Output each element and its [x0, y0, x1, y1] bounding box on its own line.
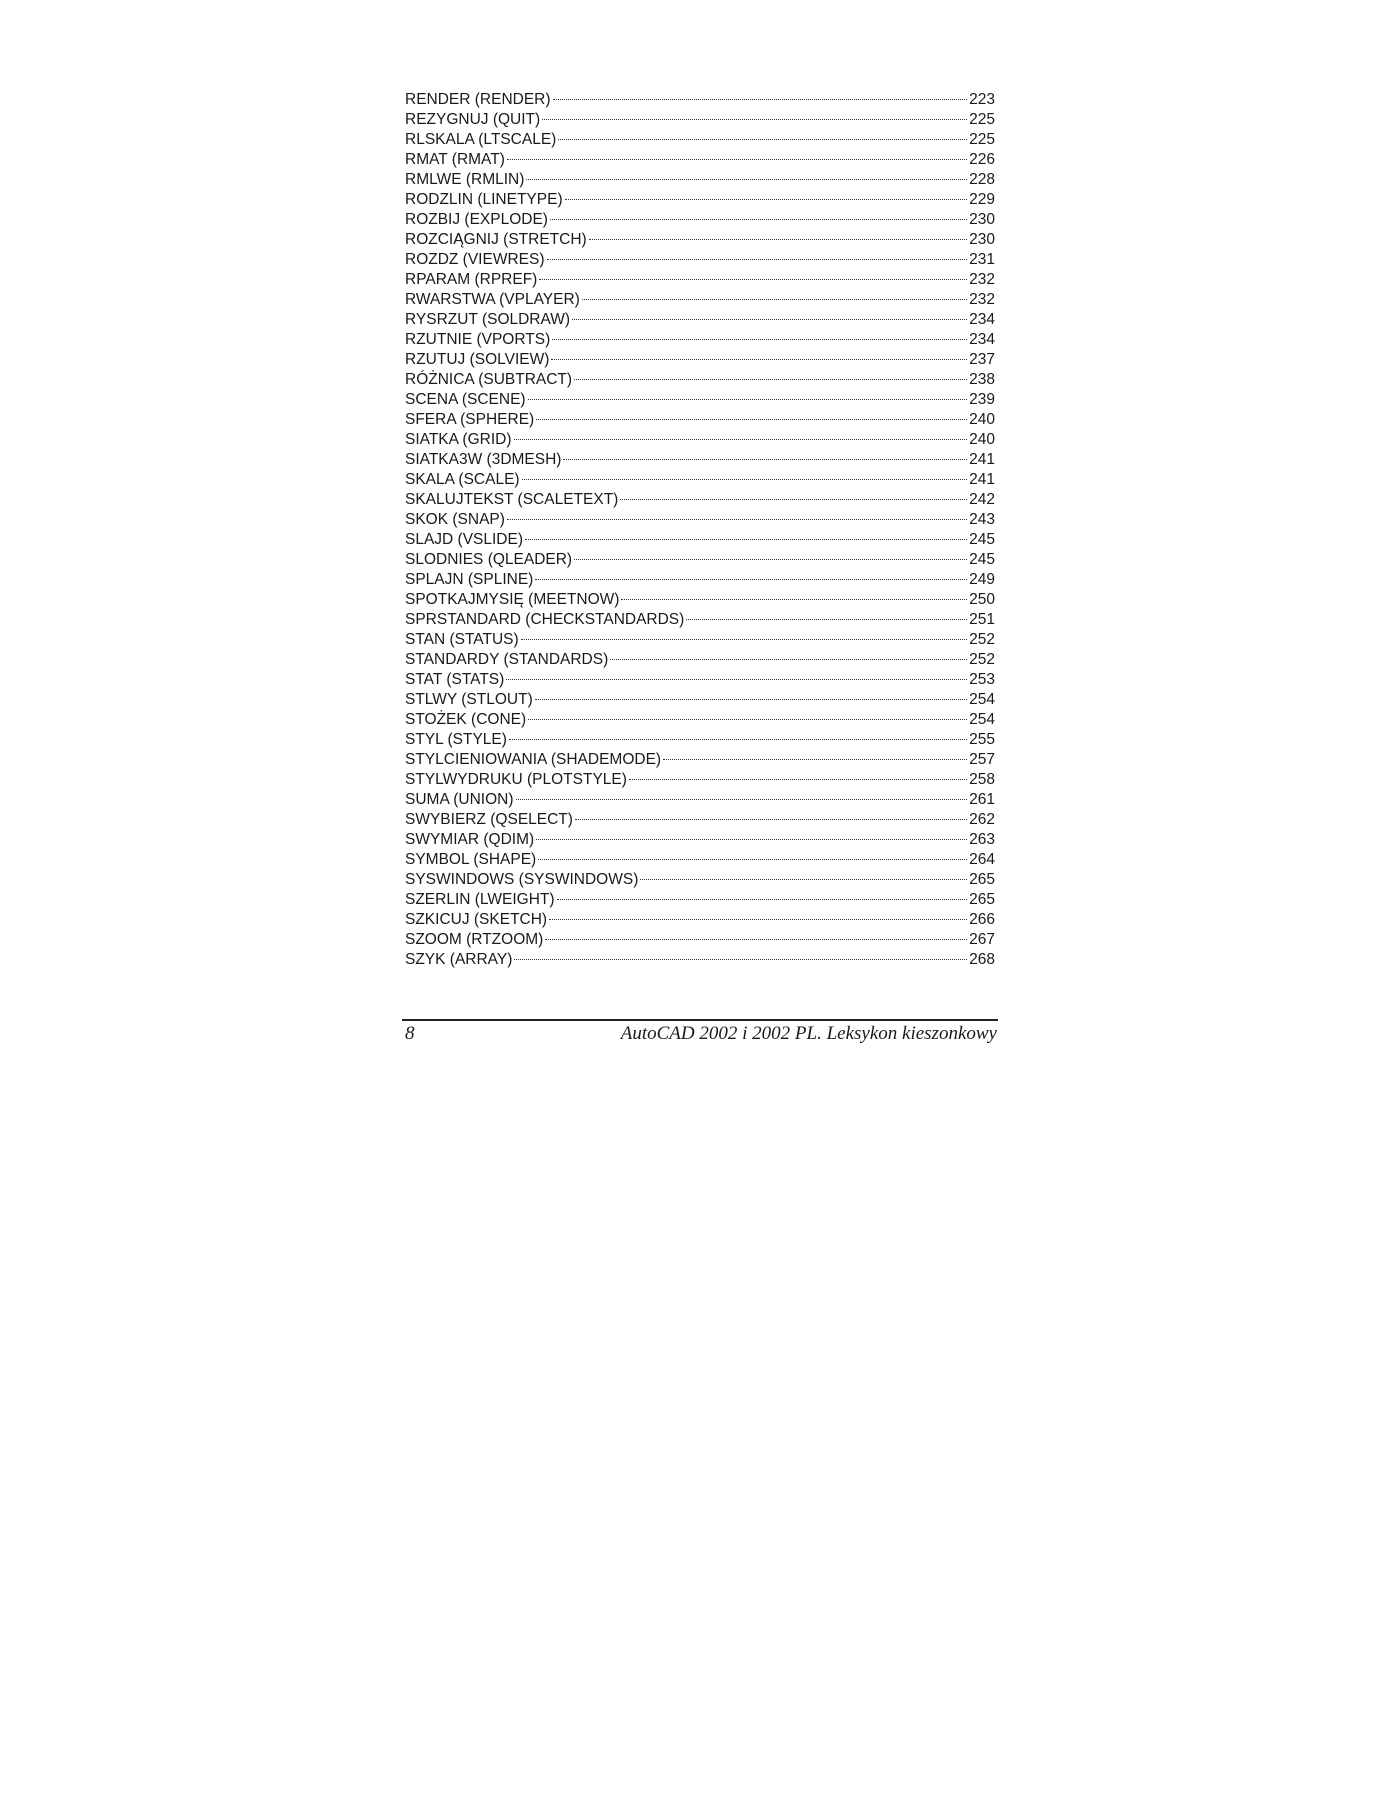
toc-dot-leader — [542, 119, 967, 120]
toc-entry-page: 237 — [969, 351, 995, 368]
toc-entry-label: SCENA (SCENE) — [405, 391, 526, 408]
toc-entry-page: 245 — [969, 531, 995, 548]
toc-entry-page: 251 — [969, 611, 995, 628]
toc-entry-page: 250 — [969, 591, 995, 608]
toc-entry-page: 254 — [969, 711, 995, 728]
toc-entry-page: 230 — [969, 211, 995, 228]
toc-entry-page: 268 — [969, 951, 995, 968]
toc-dot-leader — [557, 899, 968, 900]
toc-entry-page: 241 — [969, 451, 995, 468]
toc-entry-label: STYL (STYLE) — [405, 731, 507, 748]
toc-entry — [405, 830, 995, 850]
toc-dot-leader — [506, 679, 967, 680]
toc-entry-label: RMLWE (RMLIN) — [405, 171, 525, 188]
toc-dot-leader — [538, 859, 967, 860]
toc-entry-label: STANDARDY (STANDARDS) — [405, 651, 609, 668]
toc-dot-leader — [582, 299, 967, 300]
toc-entry-page: 254 — [969, 691, 995, 708]
toc-entry-label: STAT (STATS) — [405, 671, 505, 688]
toc-entry-label: SPLAJN (SPLINE) — [405, 571, 534, 588]
toc-entry-label: RWARSTWA (VPLAYER) — [405, 291, 580, 308]
toc-entry-label: SKALA (SCALE) — [405, 471, 520, 488]
toc-entry-label: RZUTUJ (SOLVIEW) — [405, 351, 550, 368]
toc-entry-page: 265 — [969, 871, 995, 888]
toc-entry-page: 253 — [969, 671, 995, 688]
toc-entry — [405, 810, 995, 830]
footer-rule — [402, 1019, 998, 1021]
toc-entry — [405, 310, 995, 330]
toc-entry-label: SZERLIN (LWEIGHT) — [405, 891, 555, 908]
toc-entry-page: 264 — [969, 851, 995, 868]
toc-entry — [405, 370, 995, 390]
toc-dot-leader — [663, 759, 967, 760]
toc-dot-leader — [526, 179, 967, 180]
toc-entry — [405, 470, 995, 490]
toc-entry — [405, 130, 995, 150]
toc-entry — [405, 290, 995, 310]
toc-entry-page: 252 — [969, 651, 995, 668]
toc-dot-leader — [640, 879, 967, 880]
toc-entry — [405, 530, 995, 550]
toc-entry — [405, 550, 995, 570]
toc-entry-label: RMAT (RMAT) — [405, 151, 505, 168]
toc-entry-label: ROZBIJ (EXPLODE) — [405, 211, 548, 228]
toc-entry — [405, 950, 995, 970]
toc-entry-page: 229 — [969, 191, 995, 208]
toc-dot-leader — [553, 99, 968, 100]
toc-entry-page: 228 — [969, 171, 995, 188]
toc-dot-leader — [574, 379, 967, 380]
toc-dot-leader — [629, 779, 967, 780]
toc-entry — [405, 430, 995, 450]
toc-entry-label: RODZLIN (LINETYPE) — [405, 191, 563, 208]
toc-entry-page: 238 — [969, 371, 995, 388]
toc-entry — [405, 410, 995, 430]
toc-dot-leader — [507, 519, 967, 520]
toc-entry-page: 261 — [969, 791, 995, 808]
toc-entry-label: SIATKA (GRID) — [405, 431, 512, 448]
toc-entry-page: 223 — [969, 91, 995, 108]
toc-dot-leader — [551, 359, 967, 360]
toc-entry-page: 239 — [969, 391, 995, 408]
toc-entry-label: SKOK (SNAP) — [405, 511, 505, 528]
toc-dot-leader — [521, 639, 967, 640]
toc-entry — [405, 610, 995, 630]
toc-entry — [405, 890, 995, 910]
toc-dot-leader — [509, 739, 967, 740]
toc-entry-label: SZYK (ARRAY) — [405, 951, 513, 968]
toc-entry — [405, 590, 995, 610]
toc-entry-page: 234 — [969, 331, 995, 348]
toc-dot-leader — [565, 199, 968, 200]
toc-entry-page: 267 — [969, 931, 995, 948]
toc-entry-label: STOŻEK (CONE) — [405, 711, 527, 728]
toc-entry-label: SLAJD (VSLIDE) — [405, 531, 524, 548]
toc-entry — [405, 510, 995, 530]
toc-entry — [405, 350, 995, 370]
footer-book-title: AutoCAD 2002 i 2002 PL. Leksykon kieszonkowy — [620, 1023, 997, 1044]
toc-entry — [405, 710, 995, 730]
toc-entry — [405, 490, 995, 510]
toc-entry-page: 245 — [969, 551, 995, 568]
toc-entry-label: ROZDZ (VIEWRES) — [405, 251, 545, 268]
toc-entry-page: 257 — [969, 751, 995, 768]
toc-dot-leader — [574, 559, 967, 560]
toc-entry-label: RÓŻNICA (SUBTRACT) — [405, 371, 573, 388]
toc-entry — [405, 210, 995, 230]
toc-entry-label: SZKICUJ (SKETCH) — [405, 911, 548, 928]
toc-entry-label: STYLWYDRUKU (PLOTSTYLE) — [405, 771, 627, 788]
toc-entry-page: 226 — [969, 151, 995, 168]
toc-entry — [405, 170, 995, 190]
toc-dot-leader — [589, 239, 967, 240]
footer-page-number: 8 — [405, 1023, 415, 1044]
toc-entry-page: 265 — [969, 891, 995, 908]
toc-entry-page: 232 — [969, 271, 995, 288]
toc-entry — [405, 150, 995, 170]
toc-entry-label: SWYBIERZ (QSELECT) — [405, 811, 573, 828]
toc-entry — [405, 910, 995, 930]
toc-dot-leader — [522, 479, 968, 480]
toc-entry-page: 266 — [969, 911, 995, 928]
toc-entry-page: 249 — [969, 571, 995, 588]
toc-dot-leader — [528, 719, 967, 720]
toc-entry-label: RPARAM (RPREF) — [405, 271, 538, 288]
toc-entry-page: 232 — [969, 291, 995, 308]
toc-entry — [405, 110, 995, 130]
toc-entry-label: SYMBOL (SHAPE) — [405, 851, 537, 868]
toc-dot-leader — [507, 159, 967, 160]
toc-entry — [405, 190, 995, 210]
toc-dot-leader — [572, 319, 967, 320]
toc-entry — [405, 670, 995, 690]
toc-entry-label: STYLCIENIOWANIA (SHADEMODE) — [405, 751, 662, 768]
toc-dot-leader — [514, 439, 968, 440]
table-of-contents — [405, 90, 995, 970]
toc-entry-page: 241 — [969, 471, 995, 488]
toc-entry — [405, 90, 995, 110]
toc-entry — [405, 450, 995, 470]
toc-entry — [405, 750, 995, 770]
toc-dot-leader — [536, 419, 967, 420]
toc-entry-label: ROZCIĄGNIJ (STRETCH) — [405, 231, 587, 248]
toc-entry — [405, 650, 995, 670]
toc-entry-page: 225 — [969, 111, 995, 128]
toc-dot-leader — [620, 499, 967, 500]
toc-entry — [405, 930, 995, 950]
toc-dot-leader — [610, 659, 967, 660]
toc-entry-page: 263 — [969, 831, 995, 848]
toc-dot-leader — [547, 259, 968, 260]
toc-dot-leader — [528, 399, 968, 400]
toc-dot-leader — [539, 279, 967, 280]
toc-entry-page: 258 — [969, 771, 995, 788]
toc-entry — [405, 230, 995, 250]
toc-entry-page: 242 — [969, 491, 995, 508]
toc-dot-leader — [558, 139, 967, 140]
toc-entry-label: STAN (STATUS) — [405, 631, 519, 648]
toc-entry-label: REZYGNUJ (QUIT) — [405, 111, 541, 128]
toc-entry-label: RENDER (RENDER) — [405, 91, 551, 108]
toc-dot-leader — [549, 919, 967, 920]
toc-entry — [405, 270, 995, 290]
toc-entry-label: SUMA (UNION) — [405, 791, 514, 808]
toc-entry-page: 225 — [969, 131, 995, 148]
toc-entry-label: RYSRZUT (SOLDRAW) — [405, 311, 571, 328]
toc-entry-page: 262 — [969, 811, 995, 828]
toc-entry-page: 243 — [969, 511, 995, 528]
toc-dot-leader — [552, 339, 967, 340]
toc-dot-leader — [536, 839, 967, 840]
toc-entry-label: SKALUJTEKST (SCALETEXT) — [405, 491, 619, 508]
toc-entry — [405, 570, 995, 590]
toc-entry — [405, 250, 995, 270]
toc-entry-page: 240 — [969, 411, 995, 428]
toc-dot-leader — [563, 459, 967, 460]
toc-entry-label: SZOOM (RTZOOM) — [405, 931, 544, 948]
toc-dot-leader — [545, 939, 967, 940]
toc-entry — [405, 790, 995, 810]
toc-entry-label: STLWY (STLOUT) — [405, 691, 533, 708]
toc-entry — [405, 870, 995, 890]
toc-entry-label: SYSWINDOWS (SYSWINDOWS) — [405, 871, 639, 888]
toc-entry-page: 231 — [969, 251, 995, 268]
toc-entry-page: 230 — [969, 231, 995, 248]
toc-entry-label: SWYMIAR (QDIM) — [405, 831, 535, 848]
toc-entry-page: 252 — [969, 631, 995, 648]
toc-dot-leader — [550, 219, 967, 220]
toc-entry-label: SFERA (SPHERE) — [405, 411, 535, 428]
toc-entry-label: RLSKALA (LTSCALE) — [405, 131, 557, 148]
toc-dot-leader — [516, 799, 968, 800]
toc-entry-label: RZUTNIE (VPORTS) — [405, 331, 551, 348]
toc-dot-leader — [621, 599, 967, 600]
toc-entry-label: SLODNIES (QLEADER) — [405, 551, 573, 568]
toc-dot-leader — [686, 619, 967, 620]
toc-entry-page: 255 — [969, 731, 995, 748]
toc-entry — [405, 850, 995, 870]
toc-entry — [405, 690, 995, 710]
toc-entry-label: SPRSTANDARD (CHECKSTANDARDS) — [405, 611, 685, 628]
toc-dot-leader — [535, 699, 967, 700]
toc-dot-leader — [514, 959, 967, 960]
toc-entry — [405, 390, 995, 410]
toc-entry-page: 234 — [969, 311, 995, 328]
toc-dot-leader — [575, 819, 967, 820]
toc-entry-label: SIATKA3W (3DMESH) — [405, 451, 562, 468]
toc-dot-leader — [525, 539, 967, 540]
toc-entry — [405, 770, 995, 790]
toc-entry-label: SPOTKAJMYSIĘ (MEETNOW) — [405, 591, 620, 608]
toc-entry — [405, 630, 995, 650]
toc-dot-leader — [535, 579, 967, 580]
toc-entry — [405, 730, 995, 750]
page-footer — [405, 1023, 997, 1045]
toc-entry — [405, 330, 995, 350]
toc-entry-page: 240 — [969, 431, 995, 448]
